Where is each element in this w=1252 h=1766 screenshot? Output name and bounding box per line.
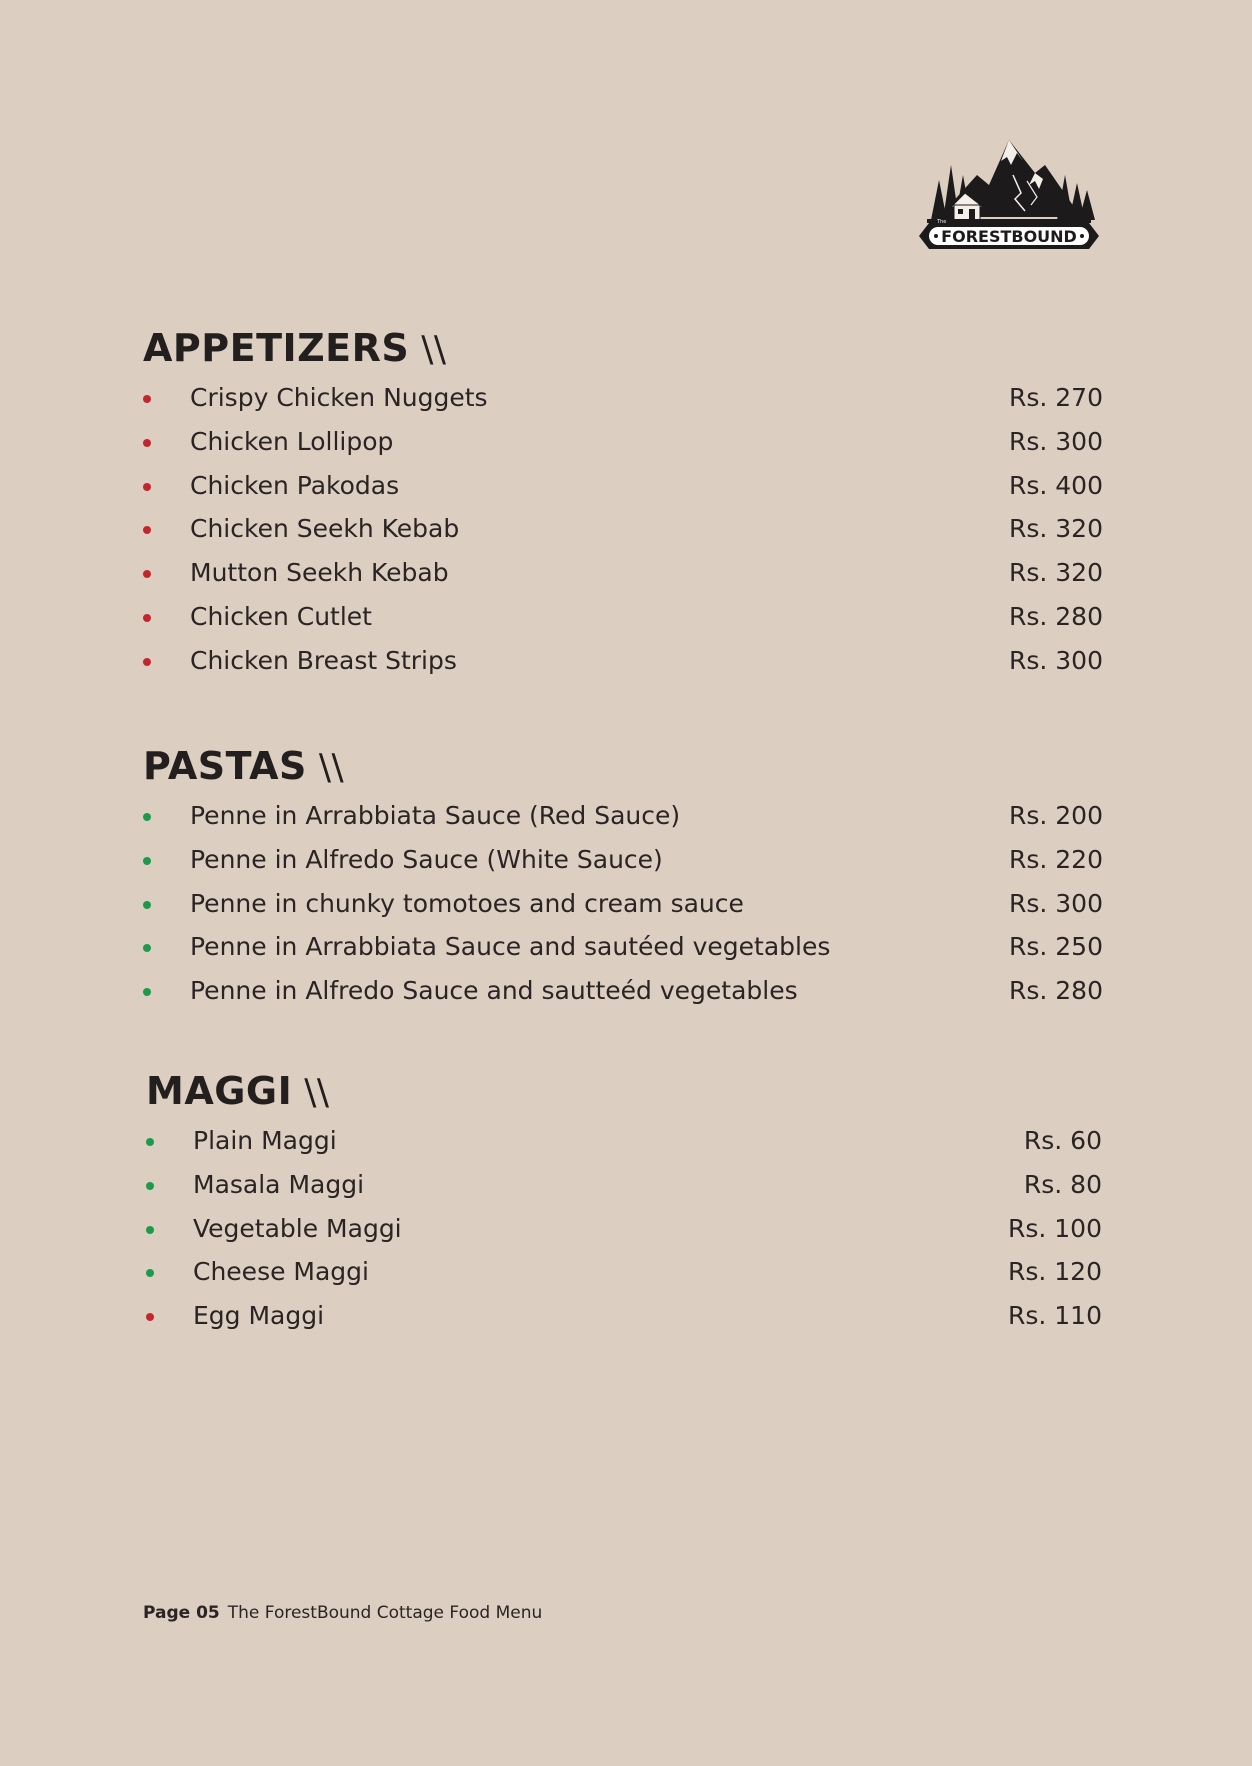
menu-item: [143, 507, 1103, 551]
menu-item: [143, 551, 1103, 595]
menu-item-name: Crispy Chicken Nuggets: [190, 383, 488, 412]
menu-item-name: Penne in Alfredo Sauce and sautteéd vegetables: [190, 976, 798, 1006]
menu-item-price: Rs. 110: [1007, 1301, 1102, 1331]
menu-item-name: Penne in chunky tomotoes and cream sauce: [190, 888, 744, 918]
menu-item-name: Mutton Seekh Kebab: [190, 558, 449, 588]
nonveg-dot-icon: [143, 439, 151, 447]
menu-item-name: Masala Maggi: [193, 1169, 365, 1199]
veg-dot-icon: [143, 988, 151, 996]
menu-item-price: Rs. 400: [1008, 470, 1103, 500]
menu-item: [143, 595, 1103, 639]
menu-item-name: Penne in Arrabbiata Sauce (Red Sauce): [190, 801, 681, 830]
menu-item: [143, 882, 1103, 926]
menu-item-price: Rs. 200: [1008, 801, 1103, 830]
menu-item: [143, 376, 1103, 420]
menu-item-price: Rs. 300: [1008, 426, 1103, 456]
veg-dot-icon: [146, 1269, 154, 1277]
nonveg-dot-icon: [146, 1313, 154, 1321]
menu-item: [146, 1294, 1102, 1338]
menu-item-price: Rs. 100: [1007, 1213, 1102, 1243]
menu-item: [146, 1163, 1102, 1207]
nonveg-dot-icon: [143, 395, 151, 403]
menu-item-price: Rs. 300: [1008, 645, 1103, 675]
menu-item-price: Rs. 220: [1008, 844, 1103, 874]
menu-item-price: Rs. 120: [1007, 1257, 1102, 1287]
menu-item-price: Rs. 320: [1008, 558, 1103, 588]
veg-dot-icon: [143, 944, 151, 952]
menu-item-price: Rs. 280: [1008, 601, 1103, 631]
section-title: PASTAS \\: [143, 744, 345, 788]
menu-item-name: Chicken Seekh Kebab: [190, 514, 460, 544]
menu-item-name: Penne in Arrabbiata Sauce and sautéed vegetables: [190, 932, 831, 962]
menu-item-price: Rs. 320: [1008, 514, 1103, 544]
logo-text: FORESTBOUND: [941, 227, 1077, 246]
section-title: MAGGI \\: [146, 1069, 330, 1113]
menu-item: [143, 838, 1103, 882]
menu-item-name: Penne in Alfredo Sauce (White Sauce): [190, 844, 663, 874]
menu-item-name: Plain Maggi: [193, 1126, 337, 1155]
menu-item-name: Vegetable Maggi: [193, 1213, 402, 1243]
veg-dot-icon: [146, 1138, 154, 1146]
veg-dot-icon: [143, 857, 151, 865]
menu-item: [146, 1119, 1102, 1163]
menu-item: [143, 969, 1103, 1013]
menu-title: The ForestBound Cottage Food Menu: [227, 1603, 543, 1623]
veg-dot-icon: [146, 1226, 154, 1234]
menu-item: [143, 794, 1103, 838]
menu-item-price: Rs. 250: [1008, 932, 1103, 962]
menu-item-price: Rs. 280: [1008, 976, 1103, 1006]
menu-item: [143, 464, 1103, 508]
veg-dot-icon: [146, 1182, 154, 1190]
page-number: Page 05: [143, 1603, 220, 1623]
menu-item-name: Chicken Lollipop: [190, 426, 394, 456]
nonveg-dot-icon: [143, 483, 151, 491]
nonveg-dot-icon: [143, 658, 151, 666]
veg-dot-icon: [143, 901, 151, 909]
nonveg-dot-icon: [143, 526, 151, 534]
page-footer: [143, 1603, 542, 1623]
logo-small-text: The: [937, 219, 947, 225]
menu-item: [143, 420, 1103, 464]
nonveg-dot-icon: [143, 570, 151, 578]
menu-item-name: Chicken Breast Strips: [190, 645, 457, 675]
menu-item-name: Chicken Pakodas: [190, 470, 400, 500]
veg-dot-icon: [143, 813, 151, 821]
menu-item-price: Rs. 300: [1008, 888, 1103, 918]
section-maggi: [146, 1067, 1102, 1338]
menu-item: [143, 925, 1103, 969]
menu-item: [143, 639, 1103, 683]
nonveg-dot-icon: [143, 614, 151, 622]
menu-item-price: Rs. 80: [1023, 1169, 1102, 1199]
menu-item-price: Rs. 270: [1008, 383, 1103, 412]
menu-item: [146, 1207, 1102, 1251]
section-appetizers: [143, 324, 1103, 683]
forestbound-logo: [917, 135, 1101, 255]
section-title: APPETIZERS \\: [143, 326, 447, 370]
menu-item-name: Cheese Maggi: [193, 1257, 369, 1287]
menu-item-name: Chicken Cutlet: [190, 601, 372, 631]
menu-item: [146, 1250, 1102, 1294]
menu-item-price: Rs. 60: [1023, 1126, 1102, 1155]
menu-item-name: Egg Maggi: [193, 1301, 325, 1331]
section-pastas: [143, 742, 1103, 1013]
